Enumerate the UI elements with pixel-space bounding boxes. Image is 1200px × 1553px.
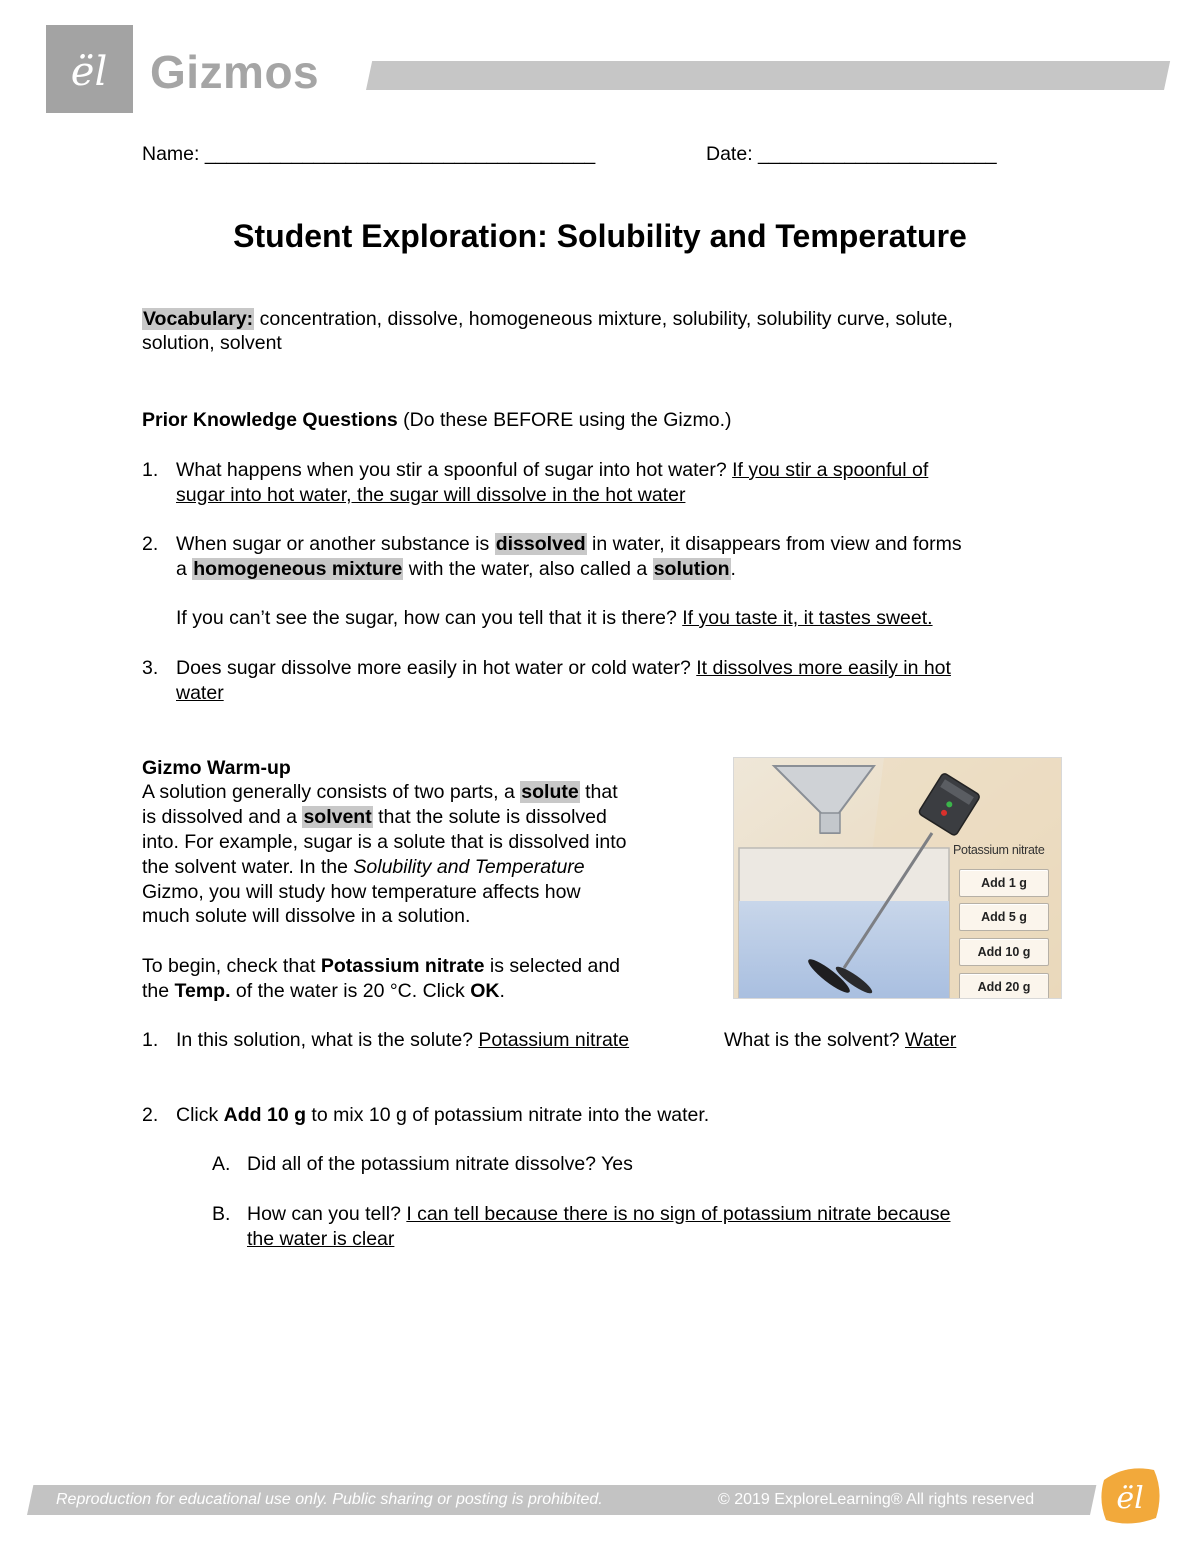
warmup-line: Gizmo, you will study how temperature affects how [142, 881, 581, 903]
warmup-bold: OK [470, 980, 500, 1002]
warmup-text: is selected and [484, 955, 621, 977]
vocabulary-label: Vocabulary: [143, 308, 254, 330]
date-field [706, 142, 997, 167]
sub-question-letter: A. [212, 1153, 231, 1175]
question-text: Did all of the potassium nitrate dissolve? Yes [247, 1153, 633, 1175]
answer-text: Water [905, 1029, 957, 1051]
question-text: If you can’t see the sugar, how can you tell that it is there? [176, 607, 683, 629]
vocabulary-terms: concentration, dissolve, homogeneous mixture, solubility, solubility curve, solute, [254, 308, 953, 330]
answer-text: If you stir a spoonful of [732, 459, 929, 481]
name-field [142, 142, 595, 167]
warmup-text: that [579, 781, 618, 803]
question-text: . [730, 558, 736, 580]
prior-question-2-sub [176, 606, 933, 631]
answer-text: It dissolves more easily in hot [696, 657, 951, 679]
question-text: a [176, 558, 193, 580]
warmup-line [142, 855, 585, 880]
question-text: How can you tell? [247, 1203, 407, 1225]
prior-question-2-line-2 [176, 557, 736, 582]
warmup-line [142, 805, 607, 830]
question-text: with the water, also called a [403, 558, 653, 580]
warmup-text: A solution generally consists of two parts, a [142, 781, 521, 803]
question-number: 1. [142, 459, 159, 481]
question-number: 1. [142, 1029, 159, 1051]
brand-name: Gizmos [150, 46, 320, 98]
add-10g-button[interactable]: Add 10 g [959, 938, 1049, 966]
warmup-line: into. For example, sugar is a solute that is dissolved into [142, 831, 627, 853]
warmup-text: is dissolved and a [142, 806, 303, 828]
vocab-term-dissolved: dissolved [495, 533, 586, 555]
question-number: 2. [142, 533, 159, 555]
warmup-line: much solute will dissolve in a solution. [142, 905, 471, 927]
vocabulary-line-2: solution, solvent [142, 332, 282, 354]
answer-text: the water is clear [247, 1228, 395, 1250]
warmup-text: the solvent water. In the [142, 856, 354, 878]
gizmo-simulation-image [733, 757, 1062, 999]
logo-mark: ël [70, 49, 108, 95]
question-text: Does sugar dissolve more easily in hot water or cold water? [176, 657, 697, 679]
question-number: 3. [142, 657, 159, 679]
question-text: When sugar or another substance is [176, 533, 495, 555]
name-label: Name: [142, 143, 200, 165]
question-text: What happens when you stir a spoonful of sugar into hot water? [176, 459, 733, 481]
name-line: ____________________________________ [204, 143, 596, 165]
warmup-text: the [142, 980, 175, 1002]
footer-logo-mark: ël [1116, 1481, 1144, 1516]
question-number: 2. [142, 1104, 159, 1126]
question-text: in water, it disappears from view and forms [586, 533, 962, 555]
question-bold: Add 10 g [223, 1104, 307, 1126]
question-text: What is the solvent? [724, 1029, 906, 1051]
prior-knowledge-heading [142, 408, 732, 433]
vocabulary-line-1 [142, 307, 953, 332]
answer-text: water [176, 682, 224, 704]
answer-text: I can tell because there is no sign of potassium nitrate because [406, 1203, 951, 1225]
page-title: Student Exploration: Solubility and Temperature [233, 218, 967, 254]
vocab-term-solvent: solvent [303, 806, 372, 828]
date-line: ______________________ [758, 143, 997, 165]
answer-text: If you taste it, it tastes sweet. [682, 607, 933, 629]
warmup-text: To begin, check that [142, 955, 321, 977]
footer-copyright: © 2019 ExploreLearning® All rights reserved [718, 1491, 1035, 1508]
warmup-bold: Temp. [174, 980, 231, 1002]
answer-text: sugar into hot water, the sugar will dissolve in the hot water [176, 484, 686, 506]
add-1g-button[interactable]: Add 1 g [959, 869, 1049, 897]
brand-logo [46, 25, 133, 113]
warmup-line [142, 954, 620, 979]
sub-question-letter: B. [212, 1203, 231, 1225]
prior-note: (Do these BEFORE using the Gizmo.) [397, 409, 732, 431]
prior-heading-text: Prior Knowledge Questions [142, 409, 398, 431]
warmup-heading: Gizmo Warm-up [142, 757, 291, 779]
solute-label: Potassium nitrate [953, 843, 1045, 857]
question-text: Click [176, 1104, 224, 1126]
warmup-text: . [499, 980, 505, 1002]
question-text: In this solution, what is the solute? [176, 1029, 479, 1051]
gizmo-name: Solubility and Temperature [353, 856, 585, 878]
add-20g-button[interactable]: Add 20 g [959, 973, 1049, 999]
warmup-text: of the water is 20 °C. Click [230, 980, 471, 1002]
warmup-bold: Potassium nitrate [320, 955, 485, 977]
warmup-line [142, 979, 505, 1004]
vocab-term-homogeneous-mixture: homogeneous mixture [193, 558, 403, 580]
question-text: to mix 10 g of potassium nitrate into the water. [306, 1104, 710, 1126]
header-bar [366, 61, 1170, 90]
date-label: Date: [706, 143, 753, 165]
vocab-term-solute: solute [521, 781, 579, 803]
footer-notice: Reproduction for educational use only. Public sharing or posting is prohibited. [56, 1491, 603, 1508]
answer-text: Potassium nitrate [478, 1029, 630, 1051]
warmup-line [142, 780, 618, 805]
explorelearning-logo [1096, 1462, 1166, 1528]
warmup-text: that the solute is dissolved [372, 806, 607, 828]
vocab-term-solution: solution [653, 558, 730, 580]
add-5g-button[interactable]: Add 5 g [959, 903, 1049, 931]
